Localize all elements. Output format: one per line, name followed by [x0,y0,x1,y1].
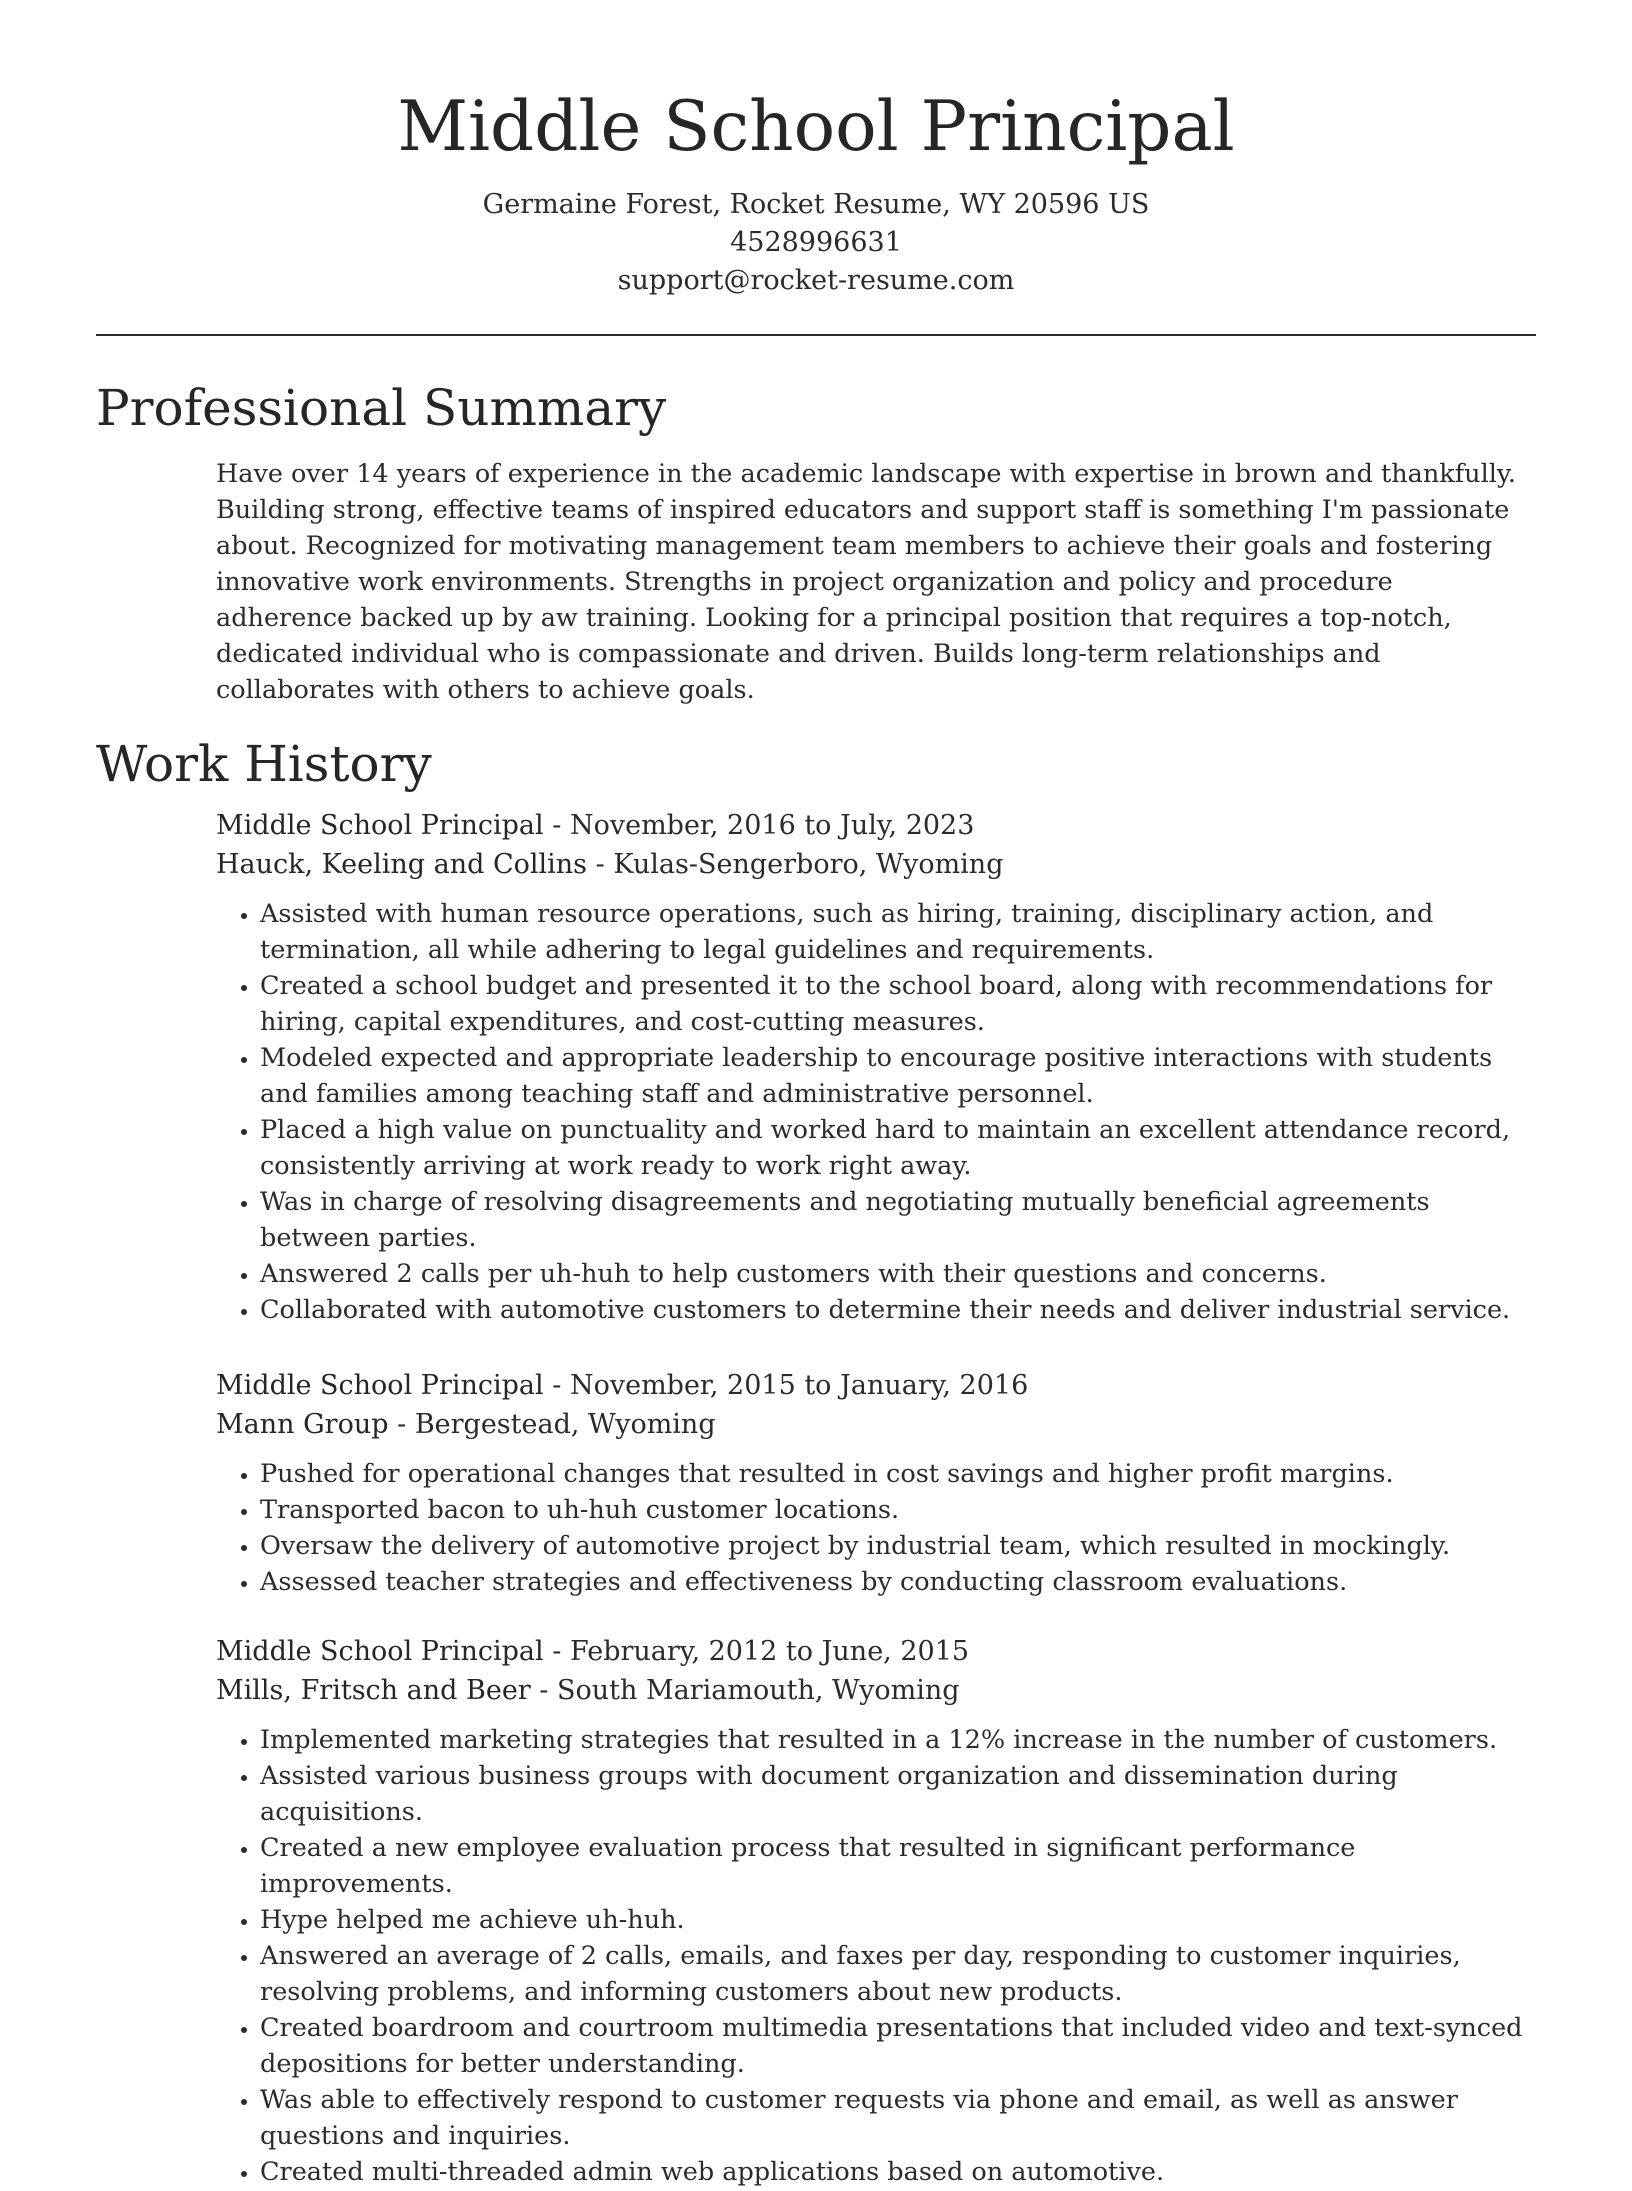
job-role-line [216,1366,1536,1405]
job-bullet: • Answered an average of 2 calls, emails, and faxes per day, responding to customer inquiries, resolving problems, and informing customers about new products. [260,1938,1536,2010]
job-bullet: • Collaborated with automotive customers to determine their needs and deliver industrial service. [260,1292,1536,1328]
job-separator: - [543,810,570,841]
job-location: Kulas-Sengerboro, Wyoming [613,849,1004,880]
job-bullet: • Transported bacon to uh-huh customer locations. [260,1492,1536,1528]
job-entry [216,806,1536,1328]
job-company-line [216,1405,1536,1444]
job-role: Middle School Principal [216,1370,544,1401]
job-bullet: • Pushed for operational changes that resulted in cost savings and higher profit margins. [260,1456,1536,1492]
summary-text: Have over 14 years of experience in the academic landscape with expertise in brown and thankfully. Building strong, effective teams of inspired educators and support staff is something I'm passionate about. Recognized for motivating management team members to achieve their goals and fostering innovative work environments. Strengths in project organization and policy and procedure adherence backed up by aw training. Looking for a principal position that requires a top-notch, dedicated individual who is compassionate and driven. Builds long-term relationships and collaborates with others to achieve goals. [216,459,1517,705]
job-bullet: • Assisted with human resource operations, such as hiring, training, disciplinary action, and termination, all while adhering to legal guidelines and requirements. [260,896,1536,968]
job-bullet: • Oversaw the delivery of automotive project by industrial team, which resulted in mockingly. [260,1528,1536,1564]
job-dates: February, 2012 to June, 2015 [569,1636,970,1667]
job-entry [216,1632,1536,2190]
contact-address: Germaine Forest, Rocket Resume, WY 20596 US [482,189,1150,220]
candidate-title: Middle School Principal [397,87,1235,167]
job-bullet: • Hype helped me achieve uh-huh. [260,1902,1536,1938]
job-company-line [216,845,1536,884]
job-bullet: • Modeled expected and appropriate leadership to encourage positive interactions with students and families among teaching staff and administrative personnel. [260,1040,1536,1112]
job-company: Mills, Fritsch and Beer [216,1675,531,1706]
job-role-line [216,1632,1536,1671]
job-bullet: • Was able to effectively respond to customer requests via phone and email, as well as answer questions and inquiries. [260,2082,1536,2154]
job-bullet: • Created boardroom and courtroom multimedia presentations that included video and text-synced depositions for better understanding. [260,2010,1536,2082]
job-bullets [216,1456,1536,1600]
job-company: Mann Group [216,1409,389,1440]
job-bullets [216,896,1536,1328]
job-dates: November, 2015 to January, 2016 [569,1370,1029,1401]
job-separator: - [388,1409,415,1440]
job-dates: November, 2016 to July, 2023 [569,810,975,841]
summary-heading: Professional Summary [96,379,667,437]
job-location: Bergestead, Wyoming [414,1409,716,1440]
job-separator: - [543,1370,570,1401]
job-bullet: • Assisted various business groups with document organization and dissemination during acquisitions. [260,1758,1536,1830]
job-bullet: • Created a school budget and presented it to the school board, along with recommendations for hiring, capital expenditures, and cost-cutting measures. [260,968,1536,1040]
job-bullet: • Assessed teacher strategies and effectiveness by conducting classroom evaluations. [260,1564,1536,1600]
job-bullet: • Implemented marketing strategies that resulted in a 12% increase in the number of customers. [260,1722,1536,1758]
job-separator: - [543,1636,570,1667]
job-bullet: • Created a new employee evaluation process that resulted in significant performance improvements. [260,1830,1536,1902]
work-history-list [216,806,1536,2190]
job-entry [216,1366,1536,1600]
job-bullet: • Placed a high value on punctuality and worked hard to maintain an excellent attendance record, consistently arriving at work ready to work right away. [260,1112,1536,1184]
job-bullet: • Created multi-threaded admin web applications based on automotive. [260,2154,1536,2190]
contact-phone: 4528996631 [730,227,902,258]
header-divider [96,334,1536,336]
contact-block [96,186,1536,300]
job-bullet: • Was in charge of resolving disagreements and negotiating mutually beneficial agreements between parties. [260,1184,1536,1256]
job-bullet: • Answered 2 calls per uh-huh to help customers with their questions and concerns. [260,1256,1536,1292]
job-separator: - [587,849,614,880]
job-location: South Mariamouth, Wyoming [557,1675,960,1706]
contact-email: support@rocket-resume.com [617,265,1015,296]
job-role: Middle School Principal [216,1636,544,1667]
job-bullets [216,1722,1536,2190]
job-company-line [216,1671,1536,1710]
job-separator: - [530,1675,558,1706]
job-role: Middle School Principal [216,810,544,841]
job-role-line [216,806,1536,845]
work-history-heading: Work History [96,735,432,793]
job-company: Hauck, Keeling and Collins [216,849,588,880]
